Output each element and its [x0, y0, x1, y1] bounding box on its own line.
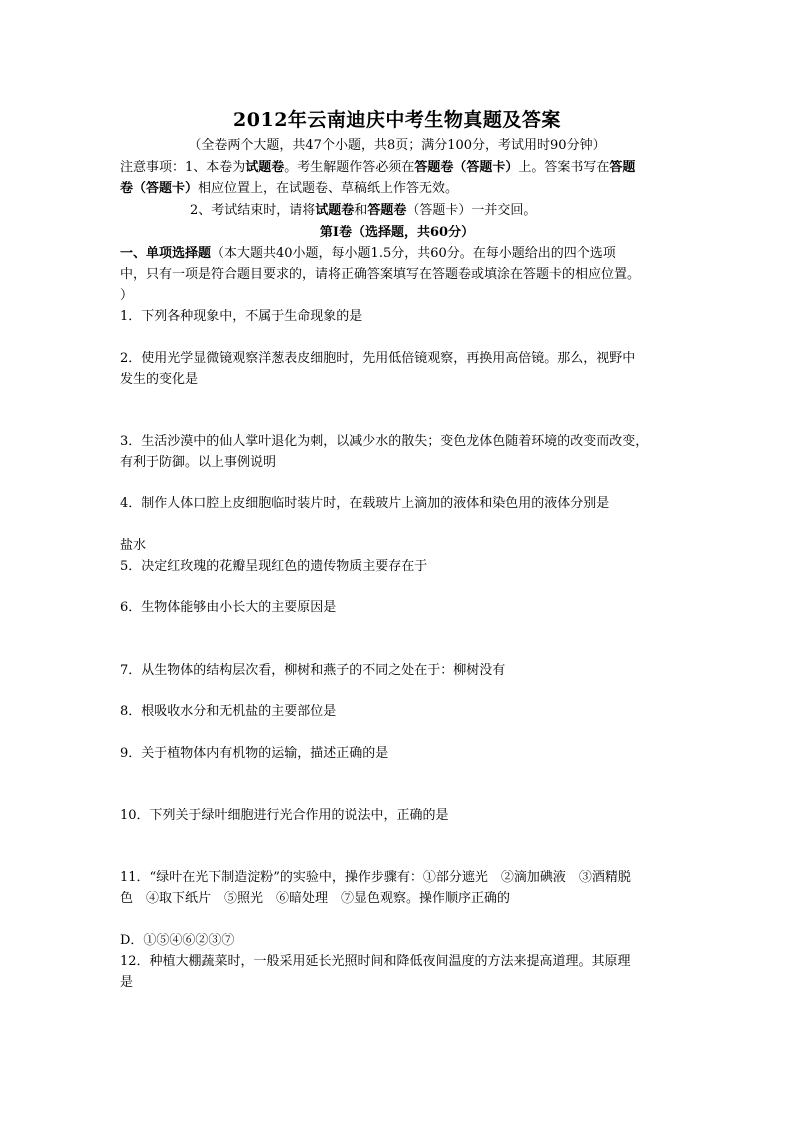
q2-stem-1: 2．使用光学显微镜观察洋葱表皮细胞时，先用低倍镜观察，再换用高倍镜。那么，视野中	[120, 351, 636, 366]
q11-option-d: D．①⑤④⑥②③⑦	[120, 933, 235, 948]
q4-stem: 4．制作人体口腔上皮细胞临时装片时，在载玻片上滴加的液体和染色用的液体分别是	[120, 496, 610, 511]
part1-intro-line-1: 一、单项选择题（本大题共40小题，每小题1.5分，共60分。在每小题给出的四个选项	[120, 246, 616, 261]
notes-line-1: 注意事项：1、本卷为试题卷。考生解题作答必须在答题卷（答题卡）上。答案书写在答题	[120, 160, 636, 175]
q8-stem: 8．根吸收水分和无机盐的主要部位是	[120, 704, 337, 719]
q9-stem: 9．关于植物体内有机物的运输，描述正确的是	[120, 746, 389, 761]
q4-option-d-continued: 盐水	[120, 538, 147, 553]
part1-intro-line-3: ）	[120, 288, 134, 303]
notes-line-3: 2、考试结束时，请将试题卷和答题卷（答题卡）一并交回。	[190, 203, 537, 218]
part1-intro-line-2: 中，只有一项是符合题目要求的，请将正确答案填写在答题卷或填涂在答题卡的相应位置。	[120, 267, 641, 282]
q2-stem-2: 发生的变化是	[120, 372, 199, 387]
q11-stem-2: 色 ④取下纸片 ⑤照光 ⑥暗处理 ⑦显色观察。操作顺序正确的	[120, 891, 511, 906]
q10-stem: 10．下列关于绿叶细胞进行光合作用的说法中，正确的是	[120, 808, 449, 823]
q12-stem-2: 是	[120, 975, 134, 990]
notes-line-2: 卷（答题卡）相应位置上，在试题卷、草稿纸上作答无效。	[120, 181, 459, 196]
q11-stem-1: 11．“绿叶在光下制造淀粉”的实验中，操作步骤有：①部分遮光 ②滴加碘液 ③酒精脱	[120, 870, 631, 885]
q7-stem: 7．从生物体的结构层次看，柳树和燕子的不同之处在于：柳树没有	[120, 663, 506, 678]
section-heading: 第Ⅰ卷（选择题，共60分）	[319, 225, 475, 240]
q3-stem-2: 有利于防御。以上事例说明	[120, 455, 277, 470]
q12-stem-1: 12．种植大棚蔬菜时，一般采用延长光照时间和降低夜间温度的方法来提高道理。其原理	[120, 954, 631, 969]
exam-info: （全卷两个大题，共47个小题，共8页；满分100分，考试用时90分钟）	[188, 138, 606, 153]
page-title: 2012年云南迪庆中考生物真题及答案	[233, 109, 561, 131]
q5-stem: 5．决定红玫瑰的花瓣呈现红色的遗传物质主要存在于	[120, 559, 428, 574]
q1-stem: 1．下列各种现象中，不属于生命现象的是	[120, 309, 363, 324]
q6-stem: 6．生物体能够由小长大的主要原因是	[120, 600, 337, 615]
q3-stem-1: 3．生活沙漠中的仙人掌叶退化为刺，以减少水的散失；变色龙体色随着环境的改变而改变，	[120, 434, 649, 449]
